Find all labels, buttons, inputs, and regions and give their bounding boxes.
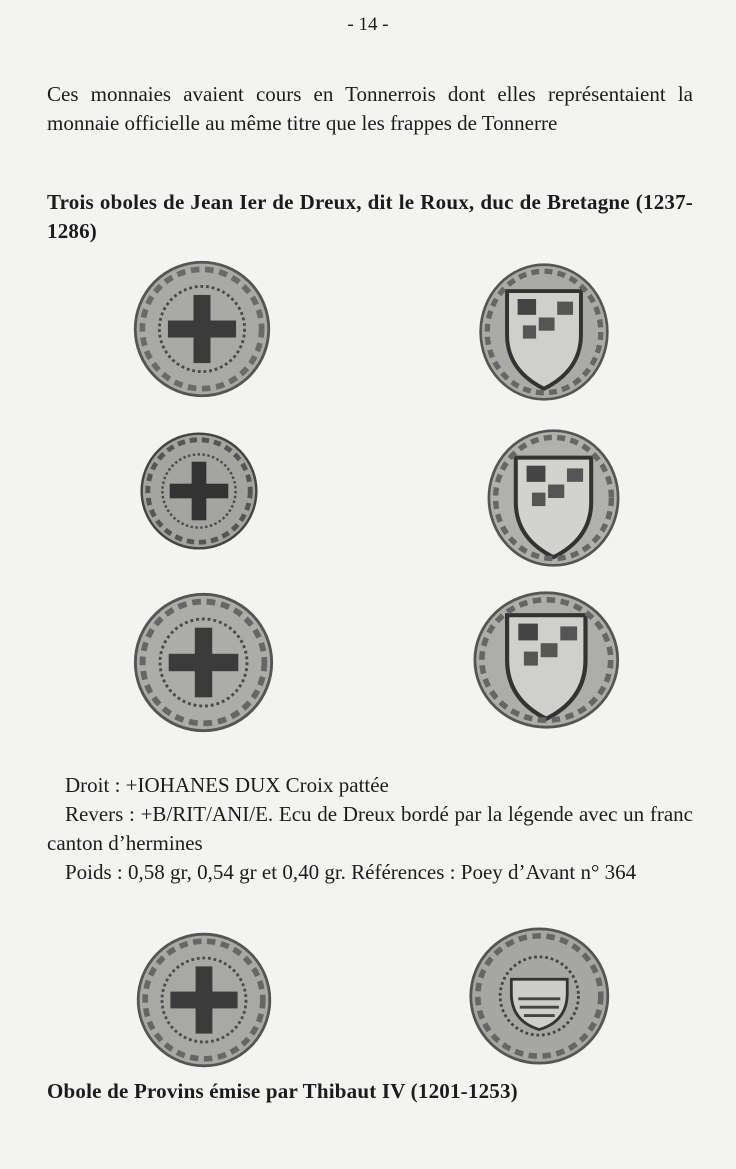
coin1-obverse-image <box>131 258 273 400</box>
shield-coin-icon <box>478 262 610 402</box>
cross-coin-icon <box>131 590 276 735</box>
section-heading-provins: Obole de Provins émise par Thibaut IV (1201-1253) <box>47 1079 518 1103</box>
coin1-reverse-image <box>478 262 610 402</box>
cross-coin-icon <box>134 930 274 1070</box>
description-revers: Revers : +B/RIT/ANI/E. Ecu de Dreux bordé par la légende avec un franc canton d’hermines <box>47 802 693 855</box>
coin4-reverse-image <box>468 926 612 1066</box>
intro-paragraph: Ces monnaies avaient cours en Tonnerrois dont elles représentaient la monnaie officielle au même titre que les frappes de Tonnerre <box>47 82 693 135</box>
shield-coin-icon <box>486 428 621 568</box>
coin2-obverse-image <box>138 430 260 552</box>
cross-coin-icon <box>131 258 273 400</box>
comb-coin-icon <box>468 926 612 1066</box>
description-droit: Droit : +IOHANES DUX Croix pattée <box>65 773 389 797</box>
coin2-reverse-image <box>486 428 621 568</box>
section-heading-dreux: Trois oboles de Jean Ier de Dreux, dit le Roux, duc de Bretagne (1237-1286) <box>47 190 693 243</box>
description-poids: Poids : 0,58 gr, 0,54 gr et 0,40 gr. Références : Poey d’Avant n° 364 <box>65 860 637 884</box>
shield-coin-icon <box>472 590 622 730</box>
page-number: - 14 - <box>347 14 389 35</box>
coin-description <box>47 771 693 887</box>
coin3-reverse-image <box>472 590 622 730</box>
coin4-obverse-image <box>134 930 274 1070</box>
cross-coin-icon <box>138 430 260 552</box>
coin3-obverse-image <box>131 590 276 735</box>
